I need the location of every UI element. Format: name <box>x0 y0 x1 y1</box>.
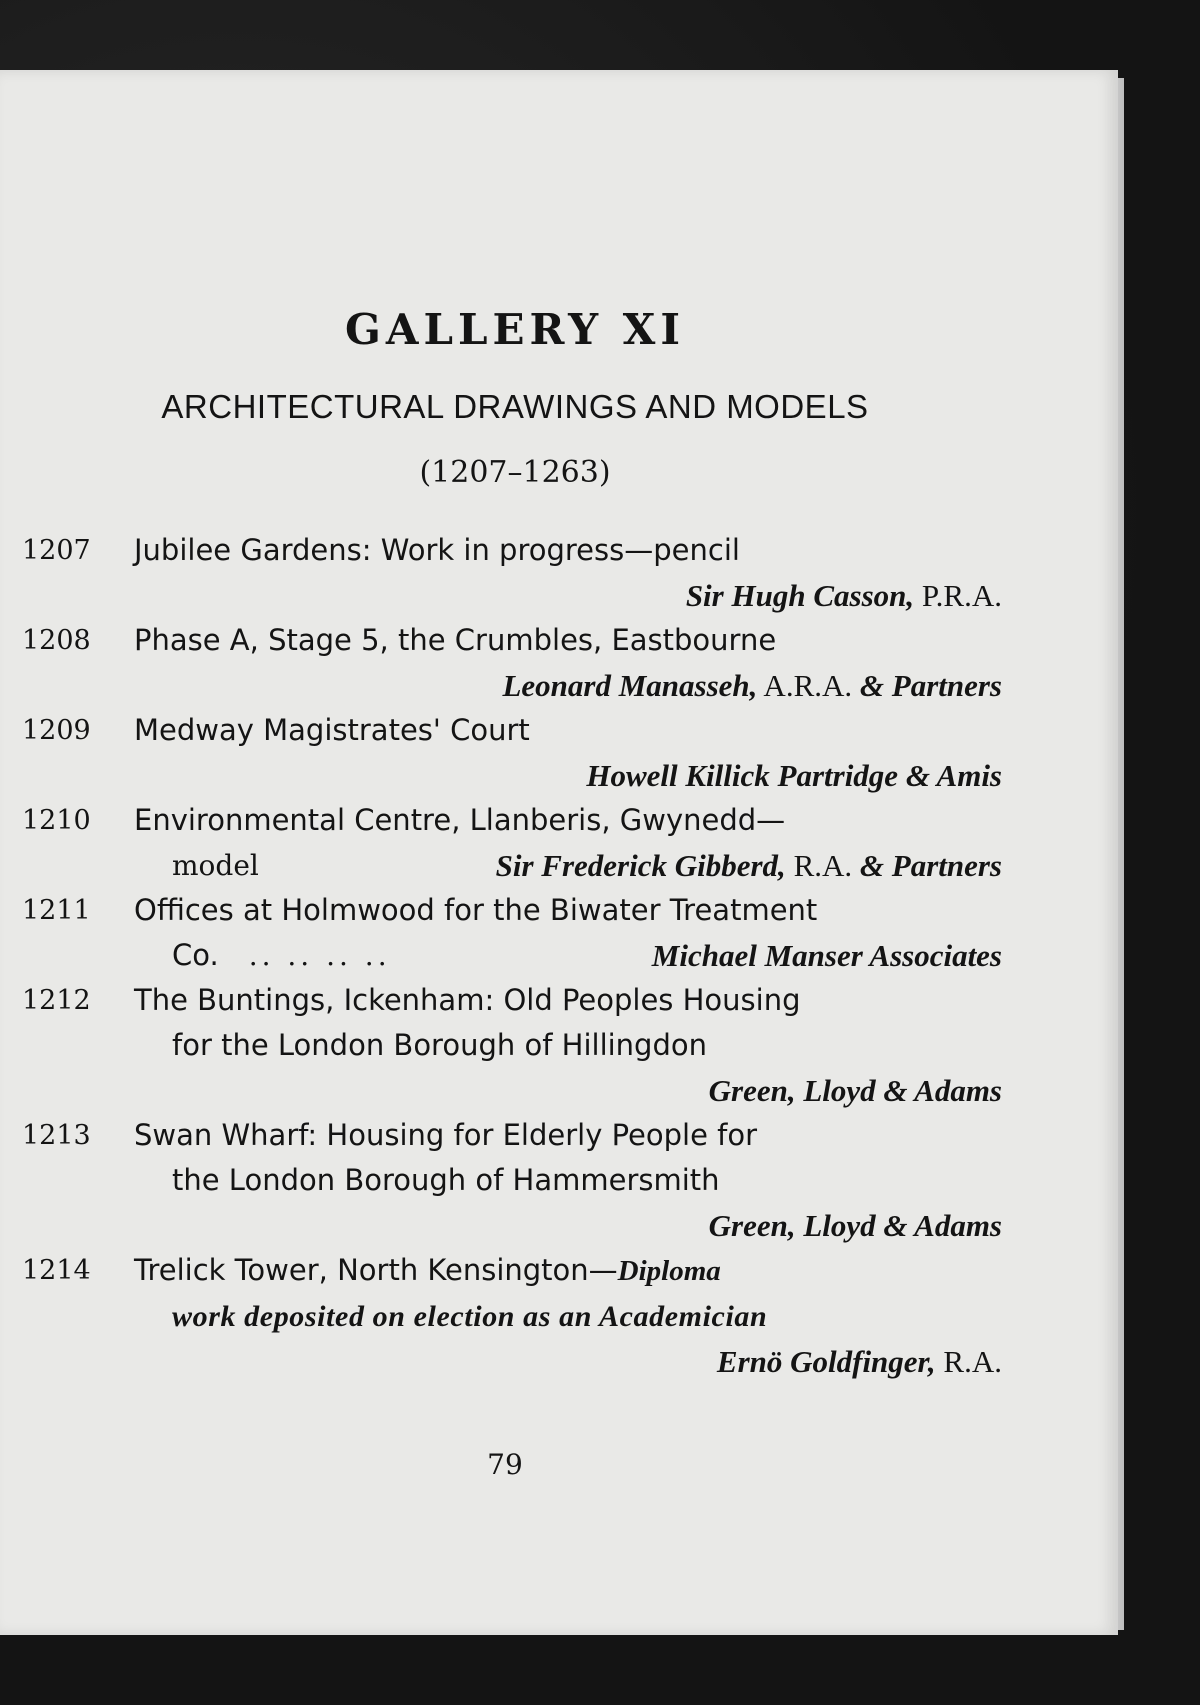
entry-continuation-row <box>172 843 1002 888</box>
artist-name: Leonard Manasseh, <box>502 668 758 703</box>
entry-title: Swan Wharf: Housing for Elderly People for <box>134 1118 758 1152</box>
section-subtitle: ARCHITECTURAL DRAWINGS AND MODELS <box>161 388 869 425</box>
entry-artist <box>22 573 1002 618</box>
artist-name: Sir Frederick Gibberd, <box>495 848 786 883</box>
entry-medium: model <box>172 849 259 882</box>
catalogue-entry-1208 <box>22 618 1002 708</box>
entry-artist <box>652 933 1002 978</box>
catalogue-entry-1209 <box>22 708 1002 798</box>
entry-artist <box>22 1339 1002 1384</box>
entry-note: work deposited on election as an Academician <box>172 1300 768 1333</box>
entry-artist <box>496 843 1002 888</box>
entry-number: 1209 <box>22 715 91 746</box>
catalogue-entry-1211 <box>22 888 1002 978</box>
catalogue-entry-1212 <box>22 978 1002 1113</box>
entry-title-continuation <box>172 933 391 978</box>
leader-dots: .. .. .. .. <box>248 939 391 972</box>
artist-name: Ernö Goldfinger, <box>716 1344 936 1379</box>
entry-title: Medway Magistrates' Court <box>134 713 530 747</box>
entry-number: 1212 <box>22 985 91 1016</box>
entry-title: Phase A, Stage 5, the Crumbles, Eastbourne <box>134 623 777 657</box>
entry-number: 1213 <box>22 1120 91 1151</box>
entry-title: Environmental Centre, Llanberis, Gwynedd— <box>134 803 786 837</box>
page-number: 79 <box>487 1448 523 1481</box>
entry-number: 1211 <box>22 895 91 926</box>
artist-honours: A.R.A. <box>757 668 860 703</box>
artist-firm: & Partners <box>859 848 1002 883</box>
entry-title-continuation: the London Borough of Hammersmith <box>172 1163 720 1197</box>
entry-number: 1210 <box>22 805 91 836</box>
entry-artist <box>22 663 1002 708</box>
entry-artist <box>22 1068 1002 1113</box>
catalogue-entries <box>22 528 1002 1384</box>
artist-honours: P.R.A. <box>914 578 1002 613</box>
artist-name: Howell Killick Partridge & Amis <box>586 758 1002 793</box>
artist-firm: & Partners <box>859 668 1002 703</box>
entry-title: Offices at Holmwood for the Biwater Treatment <box>134 893 818 927</box>
entry-title-continuation: for the London Borough of Hillingdon <box>172 1028 707 1062</box>
catalogue-entry-1207 <box>22 528 1002 618</box>
entry-continuation-row <box>172 933 1002 978</box>
catalogue-range: (1207–1263) <box>419 455 611 490</box>
artist-name: Sir Hugh Casson, <box>685 578 915 613</box>
catalogue-entry-1213 <box>22 1113 1002 1248</box>
artist-name: Green, Lloyd & Adams <box>708 1073 1002 1108</box>
catalogue-entry-1210 <box>22 798 1002 888</box>
diploma-label: Diploma <box>617 1255 721 1287</box>
entry-title: The Buntings, Ickenham: Old Peoples Housing <box>134 983 801 1017</box>
entry-number: 1214 <box>22 1255 91 1286</box>
gallery-title: GALLERY XI <box>345 305 685 354</box>
entry-number: 1208 <box>22 625 91 656</box>
artist-honours: R.A. <box>935 1344 1002 1379</box>
artist-name: Green, Lloyd & Adams <box>708 1208 1002 1243</box>
catalogue-entry-1214 <box>22 1248 1002 1384</box>
entry-number: 1207 <box>22 535 91 566</box>
entry-title: Jubilee Gardens: Work in progress—pencil <box>134 533 740 567</box>
book-page <box>0 70 1118 1635</box>
artist-honours: R.A. <box>785 848 860 883</box>
artist-name: Michael Manser Associates <box>651 938 1002 973</box>
continuation-text: Co. <box>172 938 219 972</box>
entry-title-text: Trelick Tower, North Kensington— <box>134 1253 618 1287</box>
entry-artist <box>22 1203 1002 1248</box>
entry-artist <box>22 753 1002 798</box>
entry-title <box>134 1248 1002 1294</box>
